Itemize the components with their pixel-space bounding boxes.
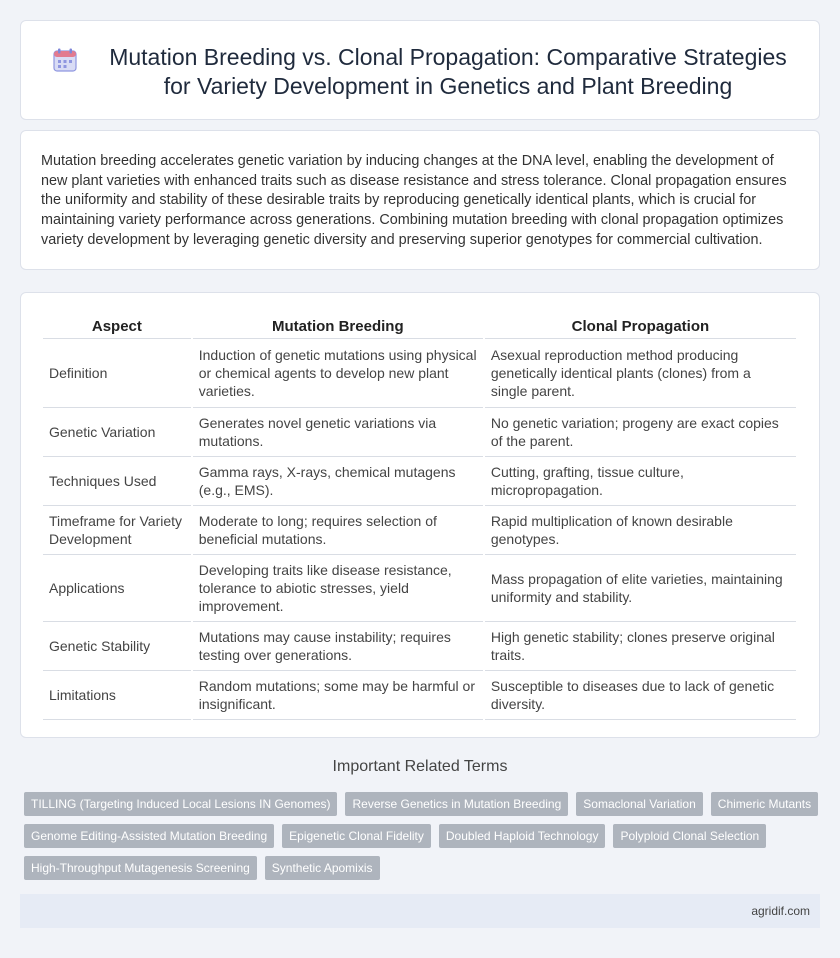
row-mutation-cell: Developing traits like disease resistance, tolerance to abiotic stresses, yield improvement.: [193, 555, 483, 622]
table-header-row: [43, 315, 796, 339]
related-term-tag[interactable]: Somaclonal Variation: [576, 792, 703, 816]
related-term-tag[interactable]: TILLING (Targeting Induced Local Lesions IN Genomes): [24, 792, 337, 816]
row-clonal-cell: Asexual reproduction method producing genetically identical plants (clones) from a single parent.: [485, 339, 796, 408]
header-clonal-propagation: Clonal Propagation: [485, 315, 796, 339]
row-clonal-cell: Cutting, grafting, tissue culture, micropropagation.: [485, 457, 796, 506]
header-mutation-breeding: Mutation Breeding: [193, 315, 483, 339]
comparison-table-card: [20, 292, 820, 738]
page-title: Mutation Breeding vs. Clonal Propagation: Comparative Strategies for Variety Development in Genetics and Plant Breeding: [109, 44, 787, 99]
table-row: [43, 671, 796, 720]
row-mutation-cell: Generates novel genetic variations via mutations.: [193, 408, 483, 457]
comparison-table: [41, 315, 798, 720]
row-mutation-cell: Mutations may cause instability; requires testing over generations.: [193, 622, 483, 671]
header-card: [20, 20, 820, 120]
row-aspect: Definition: [43, 339, 191, 408]
row-aspect: Limitations: [43, 671, 191, 720]
intro-card: [20, 130, 820, 270]
related-term-tag[interactable]: Synthetic Apomixis: [265, 856, 380, 880]
row-mutation-cell: Gamma rays, X-rays, chemical mutagens (e.g., EMS).: [193, 457, 483, 506]
row-clonal-cell: No genetic variation; progeny are exact copies of the parent.: [485, 408, 796, 457]
related-terms-heading: Important Related Terms: [332, 758, 508, 775]
row-clonal-cell: Susceptible to diseases due to lack of genetic diversity.: [485, 671, 796, 720]
related-term-tag[interactable]: Doubled Haploid Technology: [439, 824, 606, 848]
related-term-tag[interactable]: Polyploid Clonal Selection: [613, 824, 766, 848]
row-clonal-cell: Rapid multiplication of known desirable genotypes.: [485, 506, 796, 555]
related-terms-list: [24, 792, 824, 880]
row-mutation-cell: Induction of genetic mutations using physical or chemical agents to develop new plant varieties.: [193, 339, 483, 408]
table-row: [43, 457, 796, 506]
footer-bar: [20, 894, 820, 928]
related-term-tag[interactable]: Genome Editing-Assisted Mutation Breeding: [24, 824, 274, 848]
row-aspect: Genetic Stability: [43, 622, 191, 671]
footer-site-link[interactable]: agridif.com: [751, 904, 810, 918]
row-mutation-cell: Random mutations; some may be harmful or insignificant.: [193, 671, 483, 720]
row-aspect: Genetic Variation: [43, 408, 191, 457]
table-row: [43, 622, 796, 671]
table-row: [43, 555, 796, 622]
table-row: [43, 339, 796, 408]
row-aspect: Techniques Used: [43, 457, 191, 506]
title-wrap: [51, 43, 799, 101]
related-term-tag[interactable]: Reverse Genetics in Mutation Breeding: [345, 792, 568, 816]
row-mutation-cell: Moderate to long; requires selection of beneficial mutations.: [193, 506, 483, 555]
row-aspect: Applications: [43, 555, 191, 622]
related-term-tag[interactable]: High-Throughput Mutagenesis Screening: [24, 856, 257, 880]
related-term-tag[interactable]: Epigenetic Clonal Fidelity: [282, 824, 431, 848]
calendar-icon: [52, 47, 78, 73]
row-clonal-cell: High genetic stability; clones preserve original traits.: [485, 622, 796, 671]
related-term-tag[interactable]: Chimeric Mutants: [711, 792, 818, 816]
table-row: [43, 506, 796, 555]
table-row: [43, 408, 796, 457]
header-aspect: Aspect: [43, 315, 191, 339]
row-aspect: Timeframe for Variety Development: [43, 506, 191, 555]
intro-paragraph: Mutation breeding accelerates genetic variation by inducing changes at the DNA level, enabling the development of new plant varieties with enhanced traits such as disease resistance and stress tolerance. Clonal propagation ensures the uniformity and stability of these desirable traits by reproducing genetically identical plants, which is crucial for maintaining variety performance across generations. Combining mutation breeding with clonal propagation optimizes variety development by leveraging genetic diversity and preserving superior genotypes for commercial cultivation.: [41, 153, 787, 248]
row-clonal-cell: Mass propagation of elite varieties, maintaining uniformity and stability.: [485, 555, 796, 622]
